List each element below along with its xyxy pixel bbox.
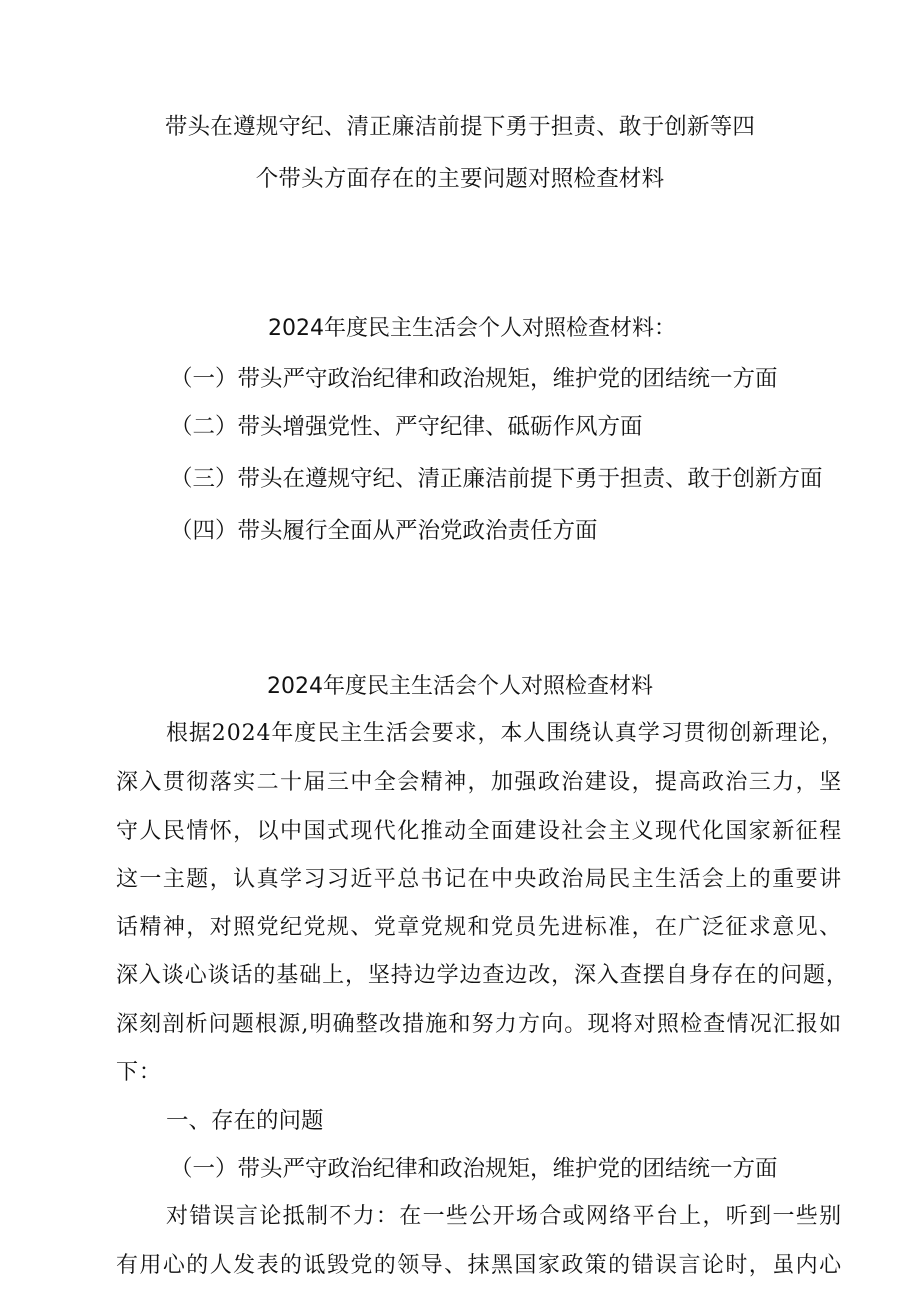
- intro-line-6: 深入谈心谈话的基础上，坚持边学边查边改，深入查摆自身存在的问题，: [116, 963, 849, 988]
- intro-line-1: 根据2024年度民主生活会要求，本人围绕认真学习贯彻创新理论，: [166, 721, 844, 746]
- paragraph-line-2: 有用心的人发表的诋毁党的领导、抹黑国家政策的错误言论时，虽内心: [116, 1253, 842, 1278]
- document-title-line-1: 带头在遵规守纪、清正廉洁前提下勇于担责、敢于创新等四: [164, 114, 756, 140]
- toc-item-4: （四）带头履行全面从严治党政治责任方面: [170, 518, 598, 544]
- subheading-1: （一）带头严守政治纪律和政治规矩，维护党的团结统一方面: [170, 1156, 778, 1182]
- toc-item-2: （二）带头增强党性、严守纪律、砥砺作风方面: [170, 414, 643, 440]
- intro-line-3: 守人民情怀，以中国式现代化推动全面建设社会主义现代化国家新征程: [116, 819, 842, 844]
- document-title-line-2: 个带头方面存在的主要问题对照检查材料: [255, 166, 665, 192]
- intro-line-2: 深入贯彻落实二十届三中全会精神，加强政治建设，提高政治三力，坚: [116, 770, 842, 795]
- intro-line-8: 下：: [116, 1060, 162, 1085]
- intro-line-5: 话精神，对照党纪党规、党章党规和党员先进标准，在广泛征求意见、: [116, 915, 842, 940]
- paragraph-line-1: 对错误言论抵制不力：在一些公开场合或网络平台上，听到一些别: [166, 1204, 842, 1229]
- toc-item-1: （一）带头严守政治纪律和政治规矩，维护党的团结统一方面: [170, 366, 778, 392]
- heading-problems: 一、存在的问题: [166, 1108, 324, 1134]
- toc-heading: 2024年度民主生活会个人对照检查材料：: [268, 316, 676, 341]
- section-title: 2024年度民主生活会个人对照检查材料: [267, 674, 653, 699]
- toc-item-3: （三）带头在遵规守纪、清正廉洁前提下勇于担责、敢于创新方面: [170, 466, 823, 492]
- intro-line-4: 这一主题，认真学习习近平总书记在中央政治局民主生活会上的重要讲: [116, 867, 842, 892]
- intro-line-7: 深刻剖析问题根源,明确整改措施和努力方向。现将对照检查情况汇报如: [116, 1012, 842, 1037]
